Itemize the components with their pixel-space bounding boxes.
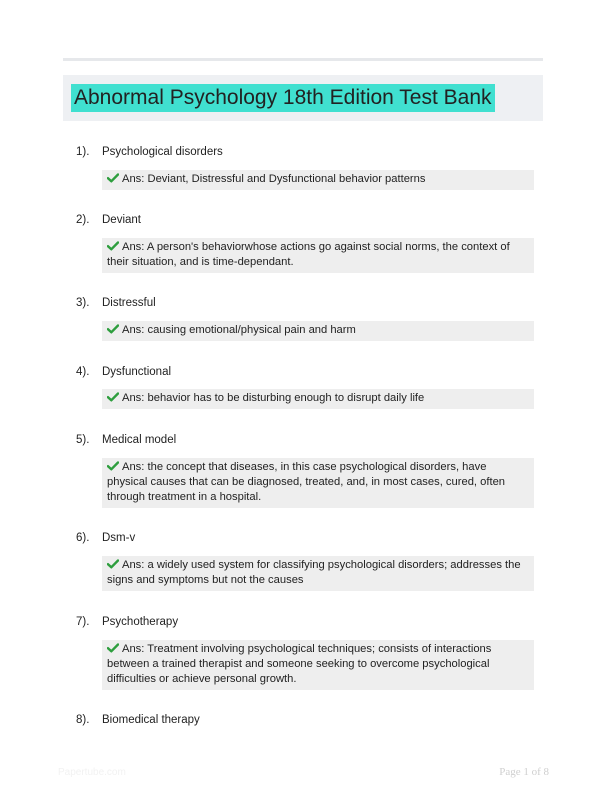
page-number: Page 1 of 8 — [499, 766, 549, 778]
answer-text: Ans: Deviant, Distressful and Dysfunctional behavior patterns — [122, 173, 426, 185]
answer-box — [102, 389, 534, 409]
question-text: Psychological disorders — [102, 146, 223, 158]
question-text: Biomedical therapy — [102, 714, 200, 726]
top-divider — [63, 58, 543, 61]
check-icon — [107, 643, 119, 653]
question-number: 6). — [76, 532, 90, 544]
title-banner — [63, 75, 543, 121]
question-text: Medical model — [102, 434, 177, 446]
question-number: 4). — [76, 366, 90, 378]
question-number: 1). — [76, 146, 90, 158]
answer-box — [102, 238, 534, 273]
question-number: 2). — [76, 214, 90, 226]
question-number: 8). — [76, 714, 90, 726]
check-icon — [107, 392, 119, 402]
answer-box — [102, 640, 534, 690]
question-number: 5). — [76, 434, 90, 446]
answer-box — [102, 458, 534, 508]
question-text: Dysfunctional — [102, 366, 172, 378]
question-text: Dsm-v — [102, 532, 136, 544]
answer-text: Ans: Treatment involving psychological techniques; consists of interactions between a trained therapist and someone seeking to overcome psychological difficulties or achieve personal growth. — [107, 643, 492, 685]
check-icon — [107, 461, 119, 471]
question-number: 7). — [76, 616, 90, 628]
answer-text: Ans: the concept that diseases, in this case psychological disorders, have physical causes that can be diagnosed, treated, and, in most cases, cured, often through treatment in a hospital. — [107, 461, 506, 503]
answer-text: Ans: behavior has to be disturbing enough to disrupt daily life — [122, 392, 425, 404]
question-text: Deviant — [102, 214, 141, 226]
check-icon — [107, 173, 119, 183]
footer-source: Papertube.com — [58, 767, 126, 778]
question-text: Distressful — [102, 297, 156, 309]
question-text: Psychotherapy — [102, 616, 179, 628]
check-icon — [107, 324, 119, 334]
answer-box — [102, 321, 534, 341]
check-icon — [107, 559, 119, 569]
check-icon — [107, 241, 119, 251]
answer-box — [102, 170, 534, 190]
answer-box — [102, 556, 534, 591]
answer-text: Ans: a widely used system for classifying psychological disorders; addresses the signs and symptoms but not the causes — [107, 559, 521, 586]
question-number: 3). — [76, 297, 90, 309]
answer-text: Ans: causing emotional/physical pain and harm — [122, 324, 356, 336]
answer-text: Ans: A person's behaviorwhose actions go against social norms, the context of their situation, and is time-dependant. — [107, 241, 510, 268]
page-title: Abnormal Psychology 18th Edition Test Bank — [71, 84, 495, 112]
